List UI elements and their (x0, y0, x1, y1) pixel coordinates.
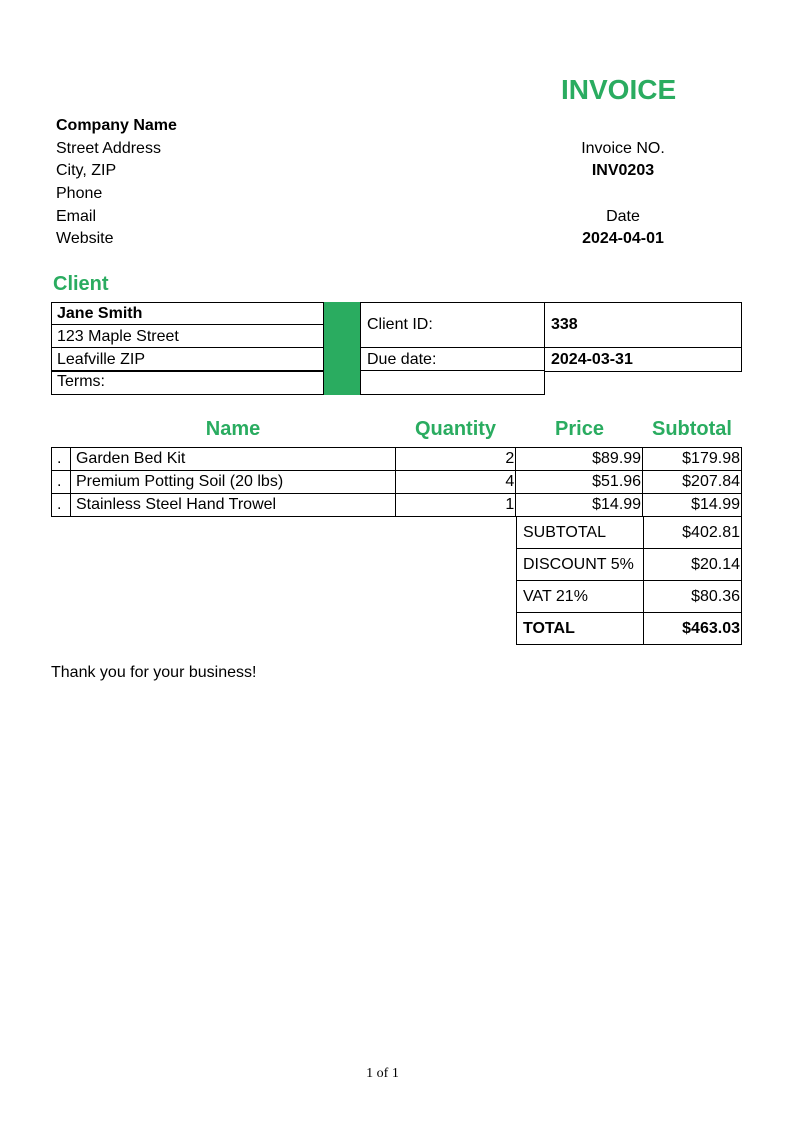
column-header-quantity: Quantity (414, 418, 497, 440)
column-header-name: Name (205, 418, 261, 440)
totals-row (517, 549, 742, 581)
client-name: Jane Smith (57, 305, 143, 322)
item-subtotal: $179.98 (643, 448, 742, 471)
company-name: Company Name (56, 117, 177, 134)
item-quantity: 2 (395, 448, 516, 471)
item-price: $14.99 (516, 494, 643, 517)
company-website: Website (56, 230, 114, 247)
item-name: Premium Potting Soil (20 lbs) (70, 471, 395, 494)
table-row (52, 471, 742, 494)
company-street: Street Address (56, 140, 161, 157)
item-marker: . (52, 471, 71, 494)
item-name: Garden Bed Kit (70, 448, 395, 471)
item-subtotal: $14.99 (643, 494, 742, 517)
item-price: $51.96 (516, 471, 643, 494)
invoice-date: 2024-04-01 (582, 230, 664, 247)
due-date: 2024-03-31 (551, 351, 633, 368)
invoice-number: INV0203 (591, 162, 655, 179)
subtotal-value: $402.81 (643, 517, 741, 549)
client-accent-block (324, 302, 360, 395)
subtotal-label: SUBTOTAL (517, 517, 644, 549)
totals-row (517, 613, 742, 645)
client-id-label: Client ID: (367, 316, 433, 333)
client-heading: Client (53, 273, 109, 295)
due-date-label: Due date: (367, 351, 437, 368)
item-name: Stainless Steel Hand Trowel (70, 494, 395, 517)
item-subtotal: $207.84 (643, 471, 742, 494)
page-indicator: 1 of 1 (366, 1066, 399, 1081)
item-quantity: 1 (395, 494, 516, 517)
vat-value: $80.36 (643, 581, 741, 613)
client-terms-label: Terms: (57, 373, 105, 390)
item-marker: . (52, 494, 71, 517)
item-quantity: 4 (395, 471, 516, 494)
total-value: $463.03 (643, 613, 741, 645)
totals-row (517, 581, 742, 613)
column-header-price: Price (555, 418, 604, 440)
table-row (52, 494, 742, 517)
company-city: City, ZIP (56, 162, 117, 179)
invoice-title: INVOICE (561, 74, 677, 105)
column-header-subtotal: Subtotal (652, 418, 732, 440)
item-marker: . (52, 448, 71, 471)
totals-table (516, 516, 742, 645)
totals-row (517, 517, 742, 549)
thank-you-note: Thank you for your business! (51, 664, 257, 681)
invoice-date-label: Date (606, 208, 640, 225)
item-price: $89.99 (516, 448, 643, 471)
items-table (51, 447, 742, 517)
discount-value: $20.14 (643, 549, 741, 581)
total-label: TOTAL (517, 613, 644, 645)
vat-label: VAT 21% (517, 581, 644, 613)
company-email: Email (56, 208, 97, 225)
client-street: 123 Maple Street (57, 328, 179, 345)
invoice-number-label: Invoice NO. (581, 140, 665, 157)
client-city: Leafville ZIP (57, 351, 146, 368)
table-row (52, 448, 742, 471)
company-phone: Phone (56, 185, 103, 202)
discount-label: DISCOUNT 5% (517, 549, 644, 581)
client-id: 338 (551, 316, 578, 333)
